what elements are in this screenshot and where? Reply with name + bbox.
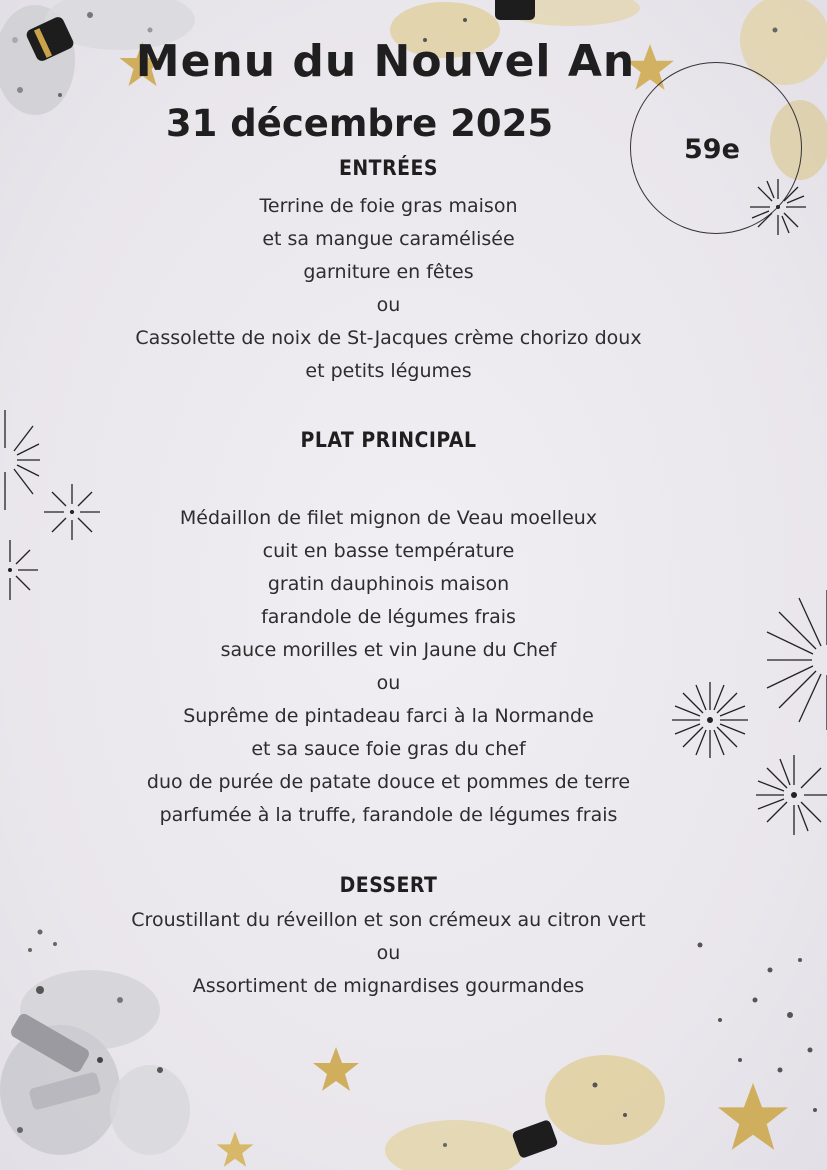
firework-burst-icon	[0, 405, 40, 515]
dessert-list	[0, 904, 777, 1003]
page-title: Menu du Nouvel An	[135, 36, 636, 87]
menu-price: 59e	[684, 134, 740, 165]
list-item: Suprême de pintadeau farci à la Normande	[183, 705, 594, 727]
list-item: cuit en basse température	[262, 540, 515, 562]
list-item: parfumée à la truffe, farandole de légumes frais	[159, 804, 618, 826]
list-item: et sa mangue caramélisée	[262, 228, 515, 250]
list-item: Médaillon de filet mignon de Veau moelleux	[179, 507, 598, 529]
gold-star-icon	[310, 1045, 362, 1095]
list-item: duo de purée de patate douce et pommes de terre	[146, 771, 631, 793]
list-item: Cassolette de noix de St-Jacques crème chorizo doux	[135, 327, 642, 349]
section-title-plat-principal: PLAT PRINCIPAL	[300, 428, 477, 452]
list-item: et sa sauce foie gras du chef	[251, 738, 526, 760]
section-title-entrees: ENTRÉES	[338, 156, 439, 180]
plat-list	[0, 502, 777, 832]
list-item: ou	[376, 942, 401, 964]
list-item: farandole de légumes frais	[261, 606, 516, 628]
list-item: Terrine de foie gras maison	[259, 195, 518, 217]
gold-star-icon	[210, 1130, 260, 1170]
list-item: Croustillant du réveillon et son crémeux au citron vert	[131, 909, 646, 931]
list-item: gratin dauphinois maison	[267, 573, 510, 595]
menu-date: 31 décembre 2025	[165, 102, 554, 145]
list-item: ou	[376, 672, 401, 694]
list-item: et petits légumes	[305, 360, 472, 382]
list-item: garniture en fêtes	[303, 261, 474, 283]
section-title-dessert: DESSERT	[339, 873, 438, 897]
list-item: sauce morilles et vin Jaune du Chef	[220, 639, 557, 661]
entrees-list	[0, 190, 777, 388]
list-item: ou	[376, 294, 401, 316]
list-item: Assortiment de mignardises gourmandes	[192, 975, 585, 997]
gold-ribbon-bottom-icon	[395, 1045, 675, 1170]
